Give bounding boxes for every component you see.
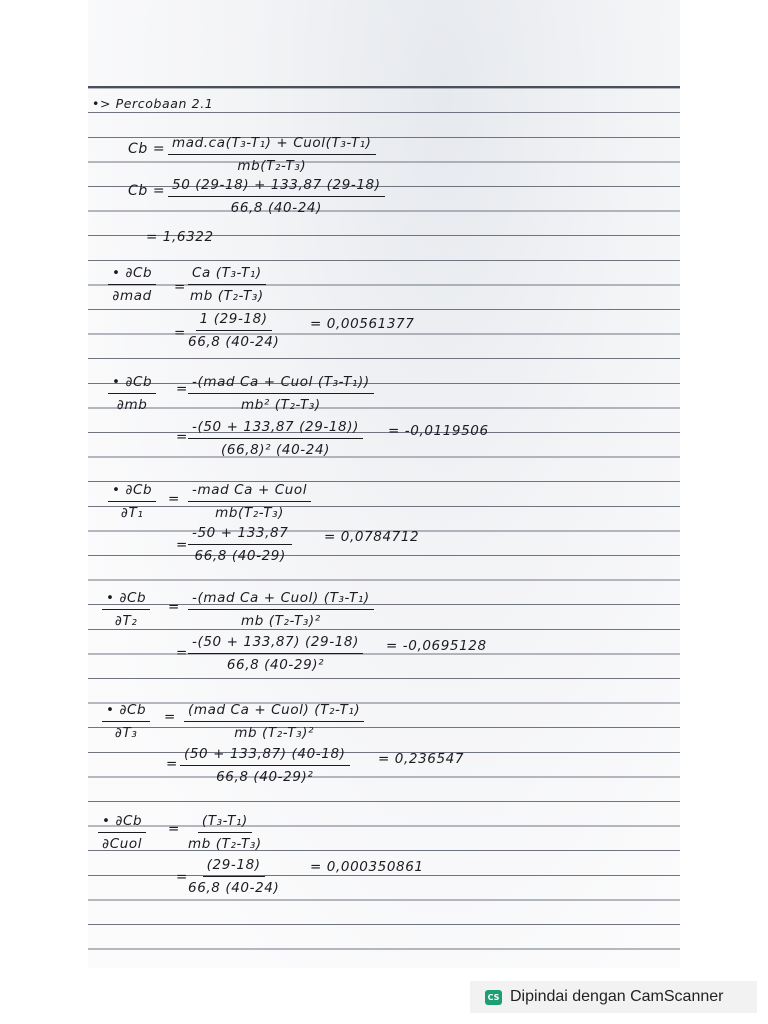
cb-lhs: Cb = [128, 141, 166, 157]
numerator: 50 (29-18) + 133,87 (29-18) [168, 176, 385, 197]
derivative-result: = -0,0695128 [386, 638, 487, 654]
scanned-notebook-page: •> Percobaan 2.1 Cb = mad.ca(T₃-T₁) + Cuol(T₃-T₁) mb(T₂-T₃) Cb = $\frac{50 (29-18) + 133,87 (29-18)}{66,8 (40-24)}$ = 1,6322 • ∂Cb ∂mad = $\frac{\text{Ca (T₃-T₁)}}{\text{mb (T₂-T₃)}}$ = $\frac{1 (29-18)}{66,8 (40-24)}$ = 0,00561377 $\frac{• \partial Cb}{\partial mb}$ = -(mad Ca + Cuol (T₃-T₁)) mb² (T₂-T₃) = $\frac{-(50 + 133,87 (29-18))}{\text{(66,8)² (40-24)}}$ = -0,0119506 $\frac{• \partial Cb}{\text{∂T₁}}$ = -mad Ca + Cuol mb(T₂-T₃) = $\frac{-50 + 133,87}{66,8 (40-29)}$ = 0,0784712 $\frac{• \partial Cb}{\text{∂T₂}}$ = -(mad Ca + Cuol) (T₃-T₁) mb (T₂-T₃)² = $\frac{-(50 + 133,87) (29-18)}{\text{66,8 (40-29)²}}$ = -0,0695128 $\frac{• \partial Cb}{\text{∂T₃}}$ = (mad Ca + Cuol) (T₂-T₁) mb (T₂-T₃)² = $\frac{(50 + 133,87) (40-18)}{\text{66,8 (40-29)²}}$ = 0,236547 • ∂Cb ∂Cuol = $\frac{\text{(T₃-T₁)}}{\text{mb (T₂-T₃)}}$ = $\frac{(29-18)}{66,8 (40-24)}$ = 0,000350861 [88, 0, 680, 968]
cb-result: = 1,6322 [146, 229, 214, 245]
derivative-formula: $\frac{\text{Ca (T₃-T₁)}}{\text{mb (T₂-T₃)}}$ [189, 265, 264, 304]
derivative-lhs: $\frac{• \partial Cb}{\partial mb}$ [108, 373, 156, 415]
cb-substituted-fraction [168, 176, 385, 218]
derivative-substituted: $\frac{-50 + 133,87}{66,8 (40-29)}$ [188, 524, 292, 566]
derivative-substituted: $\frac{-(50 + 133,87 (29-18))}{\text{(66,8)² (40-24)}}$ [188, 418, 363, 460]
derivative-formula: (mad Ca + Cuol) (T₂-T₁) mb (T₂-T₃)² [184, 701, 364, 743]
denominator: 66,8 (40-24) [230, 200, 322, 216]
cb-lhs-substituted: Cb = [128, 183, 166, 199]
derivative-lhs: • ∂Cb ∂mad [108, 264, 156, 306]
derivative-result: = 0,000350861 [310, 859, 424, 875]
derivative-result: = 0,00561377 [310, 316, 415, 332]
denominator: mb(T₂-T₃) [237, 158, 307, 174]
cb-formula-fraction [168, 134, 376, 176]
derivative-substituted: $\frac{-(50 + 133,87) (29-18)}{\text{66,8 (40-29)²}}$ [188, 633, 363, 675]
derivative-formula: -(mad Ca + Cuol) (T₃-T₁) mb (T₂-T₃)² [188, 589, 374, 631]
derivative-result: = 0,0784712 [324, 529, 420, 545]
derivative-lhs: $\frac{• \partial Cb}{\text{∂T₂}}$ [102, 589, 150, 631]
camscanner-watermark [470, 981, 757, 1013]
derivative-result: = 0,236547 [378, 751, 465, 767]
camscanner-logo-icon: CS [485, 990, 502, 1005]
derivative-formula: -mad Ca + Cuol mb(T₂-T₃) [188, 481, 311, 523]
derivative-lhs: $\frac{• \partial Cb}{\text{∂T₃}}$ [102, 701, 150, 743]
derivative-lhs: $\frac{• \partial Cb}{\text{∂T₁}}$ [108, 481, 156, 523]
numerator: mad.ca(T₃-T₁) + Cuol(T₃-T₁) [168, 134, 376, 155]
section-title: •> Percobaan 2.1 [92, 96, 214, 111]
derivative-substituted: $\frac{(50 + 133,87) (40-18)}{\text{66,8 (40-29)²}}$ [180, 745, 350, 787]
derivative-result: = -0,0119506 [388, 423, 489, 439]
derivative-substituted: $\frac{(29-18)}{66,8 (40-24)}$ [188, 857, 280, 896]
watermark-text: Dipindai dengan CamScanner [510, 988, 724, 1005]
derivative-lhs: • ∂Cb ∂Cuol [98, 812, 146, 854]
derivative-substituted: $\frac{1 (29-18)}{66,8 (40-24)}$ [188, 311, 280, 350]
derivative-formula: -(mad Ca + Cuol (T₃-T₁)) mb² (T₂-T₃) [188, 373, 374, 415]
derivative-formula: $\frac{\text{(T₃-T₁)}}{\text{mb (T₂-T₃)}}$ [188, 813, 262, 852]
